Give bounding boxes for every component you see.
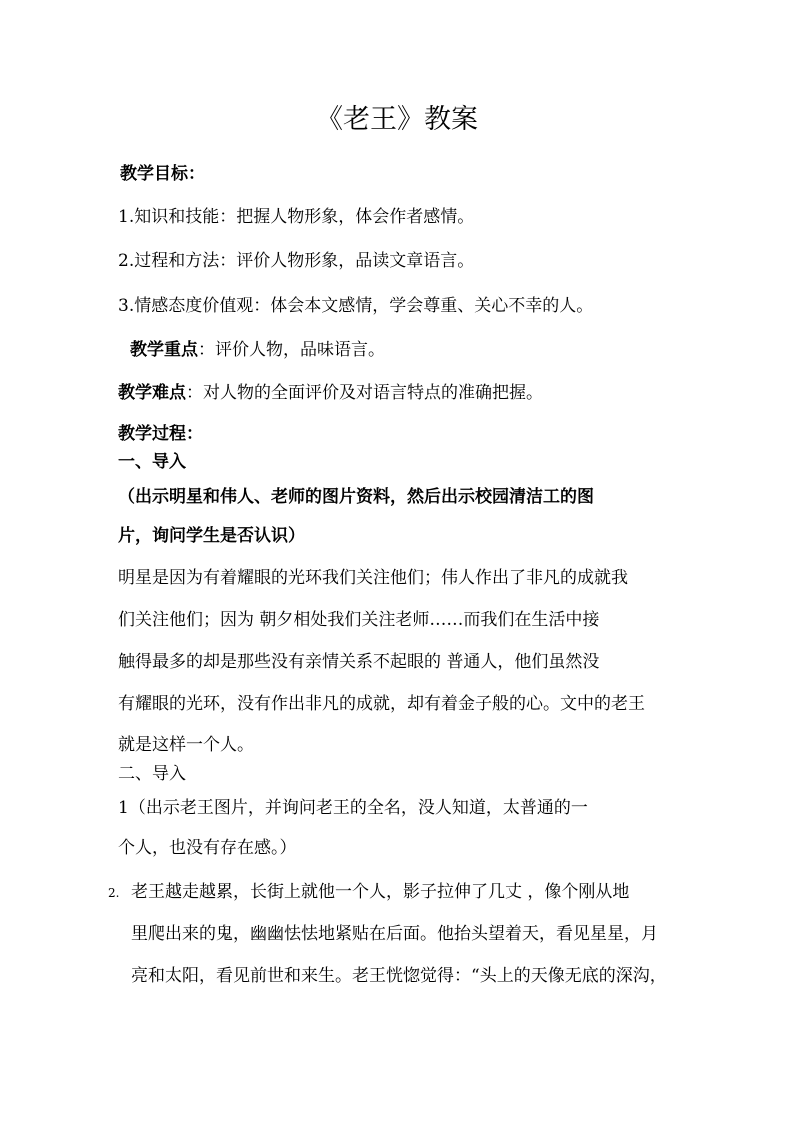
- section-1-body-line: 有耀眼的光环，没有作出非凡的成就，却有着金子般的心。文中的老王: [118, 694, 645, 714]
- objective-2: 2.过程和方法：评价人物形象，品读文章语言。: [118, 251, 475, 271]
- difficulty-label: 教学难点: [118, 383, 186, 403]
- key-point-label: 教学重点: [130, 340, 198, 360]
- document-title: 《老王》教案: [316, 104, 478, 135]
- section-1-body-line: 们关注他们；因为 朝夕相处我们关注老师……而我们在生活中接: [118, 610, 600, 630]
- section-2-item2-line: 里爬出来的鬼，幽幽怯怯地紧贴在后面。他抬头望着天，看见星星，月: [131, 924, 658, 944]
- process-heading: 教学过程：: [118, 424, 203, 444]
- section-1-heading: 一、导入: [118, 452, 186, 472]
- key-point-text: ：评价人物，品味语言。: [198, 340, 385, 360]
- section-2-item2-line: 亮和太阳，看见前世和来生。老王恍惚觉得：“头上的天像无底的深沟，: [131, 966, 667, 986]
- item-number: 2.: [108, 886, 120, 900]
- section-1-body-line: 明星是因为有着耀眼的光环我们关注他们；伟人作出了非凡的成就我: [118, 568, 628, 588]
- section-1-body-line: 触得最多的却是那些没有亲情关系不起眼的 普通人，他们虽然没: [118, 652, 600, 672]
- section-1-note-line: 片，询问学生是否认识）: [118, 526, 305, 546]
- difficulty: [118, 383, 543, 403]
- section-2-item2-line: 老王越走越累，长街上就他一个人，影子拉伸了几丈 ，像个刚从地: [131, 882, 630, 902]
- section-1-body-line: 就是这样一个人。: [118, 735, 254, 755]
- section-2-item1-line: 个人，也没有存在感。）: [118, 838, 297, 858]
- difficulty-text: ：对人物的全面评价及对语言特点的准确把握。: [186, 383, 543, 403]
- section-1-note-line: （出示明星和伟人、老师的图片资料，然后出示校园清洁工的图: [118, 487, 594, 507]
- section-2-heading: 二、导入: [118, 764, 186, 784]
- key-point: [130, 340, 385, 360]
- section-2-item1-line: 1（出示老王图片，并询问老王的全名，没人知道，太普通的一: [118, 798, 588, 818]
- objectives-heading: 教学目标：: [120, 164, 205, 184]
- objective-3: 3.情感态度价值观：体会本文感情，学会尊重、关心不幸的人。: [118, 296, 594, 316]
- objective-1: 1.知识和技能：把握人物形象，体会作者感情。: [118, 207, 475, 227]
